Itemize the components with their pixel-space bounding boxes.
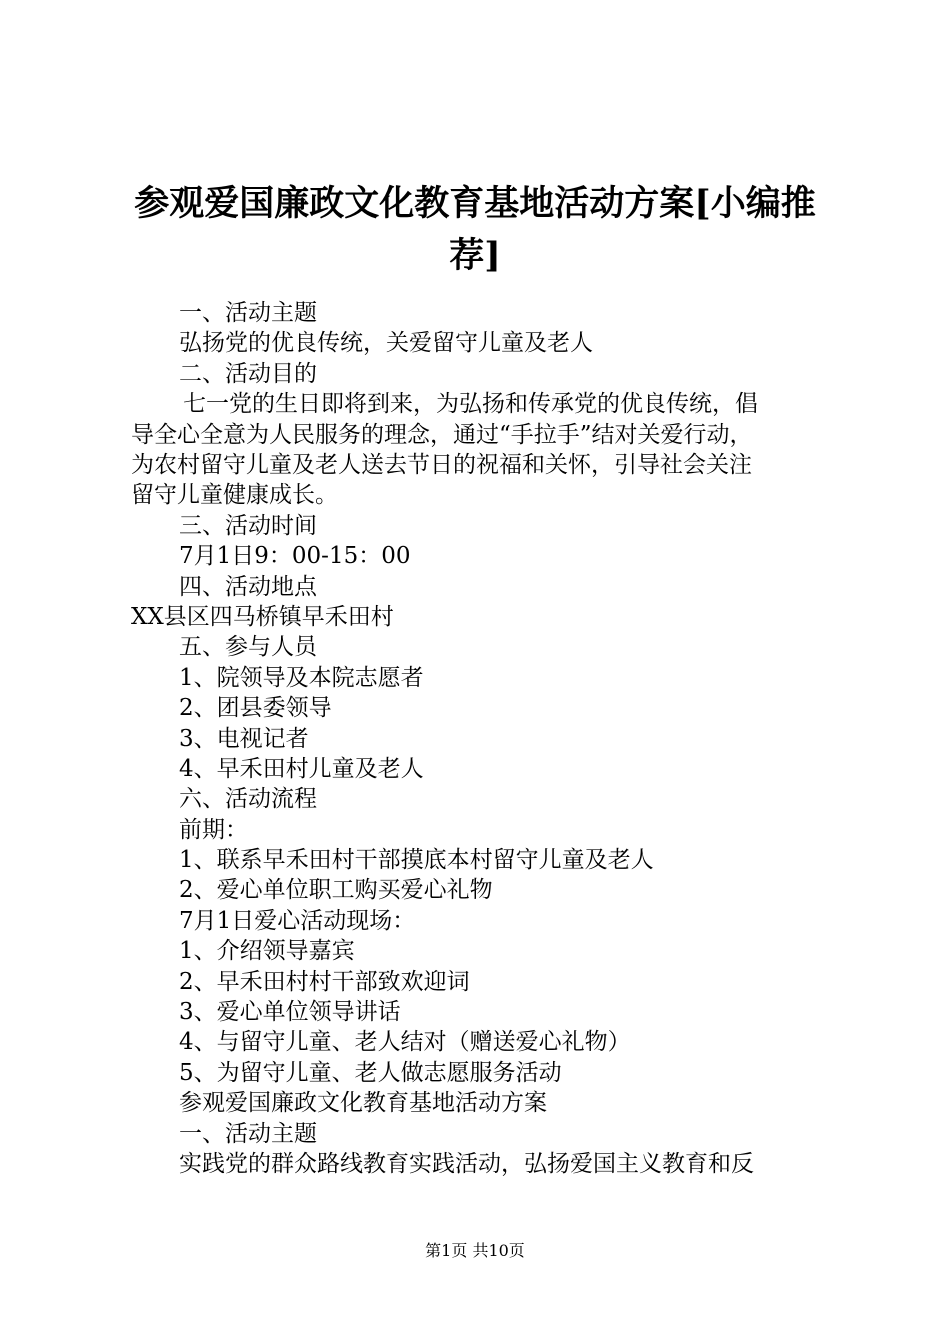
section-heading: 三、活动时间 — [179, 512, 317, 539]
list-item: 2、团县委领导 — [179, 695, 332, 722]
list-item: 4、早禾田村儿童及老人 — [179, 755, 424, 782]
section-heading: 一、活动主题 — [179, 300, 317, 326]
section-heading: 五、参与人员 — [179, 634, 317, 661]
title-line-1: 参观爱国廉政文化教育基地活动方案[小编推 — [134, 183, 816, 224]
text-line: 7月1日爱心活动现场： — [179, 907, 416, 934]
list-item: 3、电视记者 — [179, 725, 309, 752]
title-line-2: 荐] — [449, 235, 501, 276]
text-line: 7月1日9：00-15：00 — [179, 543, 411, 570]
section-heading: 一、活动主题 — [179, 1120, 317, 1147]
list-item: 1、院领导及本院志愿者 — [179, 664, 424, 691]
section-heading: 二、活动目的 — [179, 360, 317, 387]
subtitle-line: 参观爱国廉政文化教育基地活动方案 — [179, 1090, 547, 1117]
section-heading: 六、活动流程 — [179, 786, 317, 813]
text-line: XX县区四马桥镇早禾田村 — [131, 603, 394, 630]
list-item: 3、爱心单位领导讲话 — [179, 999, 401, 1026]
list-item: 1、联系早禾田村干部摸底本村留守儿童及老人 — [179, 847, 654, 874]
paragraph-line: 七一党的生日即将到来，为弘扬和传承党的优良传统，倡 — [183, 391, 758, 418]
text-line: 实践党的群众路线教育实践活动，弘扬爱国主义教育和反 — [179, 1151, 754, 1177]
paragraph-line: 导全心全意为人民服务的理念，通过“手拉手”结对关爱行动， — [131, 421, 753, 448]
list-item: 2、爱心单位职工购买爱心礼物 — [179, 877, 493, 904]
purpose-paragraph — [131, 389, 831, 511]
text-line: 弘扬党的优良传统，关爱留守儿童及老人 — [179, 330, 593, 357]
list-item: 5、为留守儿童、老人做志愿服务活动 — [179, 1059, 562, 1086]
text-line: 前期： — [179, 816, 248, 843]
document-body — [131, 298, 831, 1179]
list-item: 2、早禾田村村干部致欢迎词 — [179, 968, 470, 995]
section-heading: 四、活动地点 — [179, 573, 317, 600]
paragraph-line: 留守儿童健康成长。 — [131, 482, 338, 509]
paragraph-line: 为农村留守儿童及老人送去节日的祝福和关怀，引导社会关注 — [131, 451, 752, 478]
page-footer: 第1页 共10页 — [425, 1241, 525, 1260]
document-title — [120, 178, 830, 282]
list-item: 4、与留守儿童、老人结对（赠送爱心礼物） — [179, 1029, 631, 1056]
list-item: 1、介绍领导嘉宾 — [179, 938, 355, 965]
